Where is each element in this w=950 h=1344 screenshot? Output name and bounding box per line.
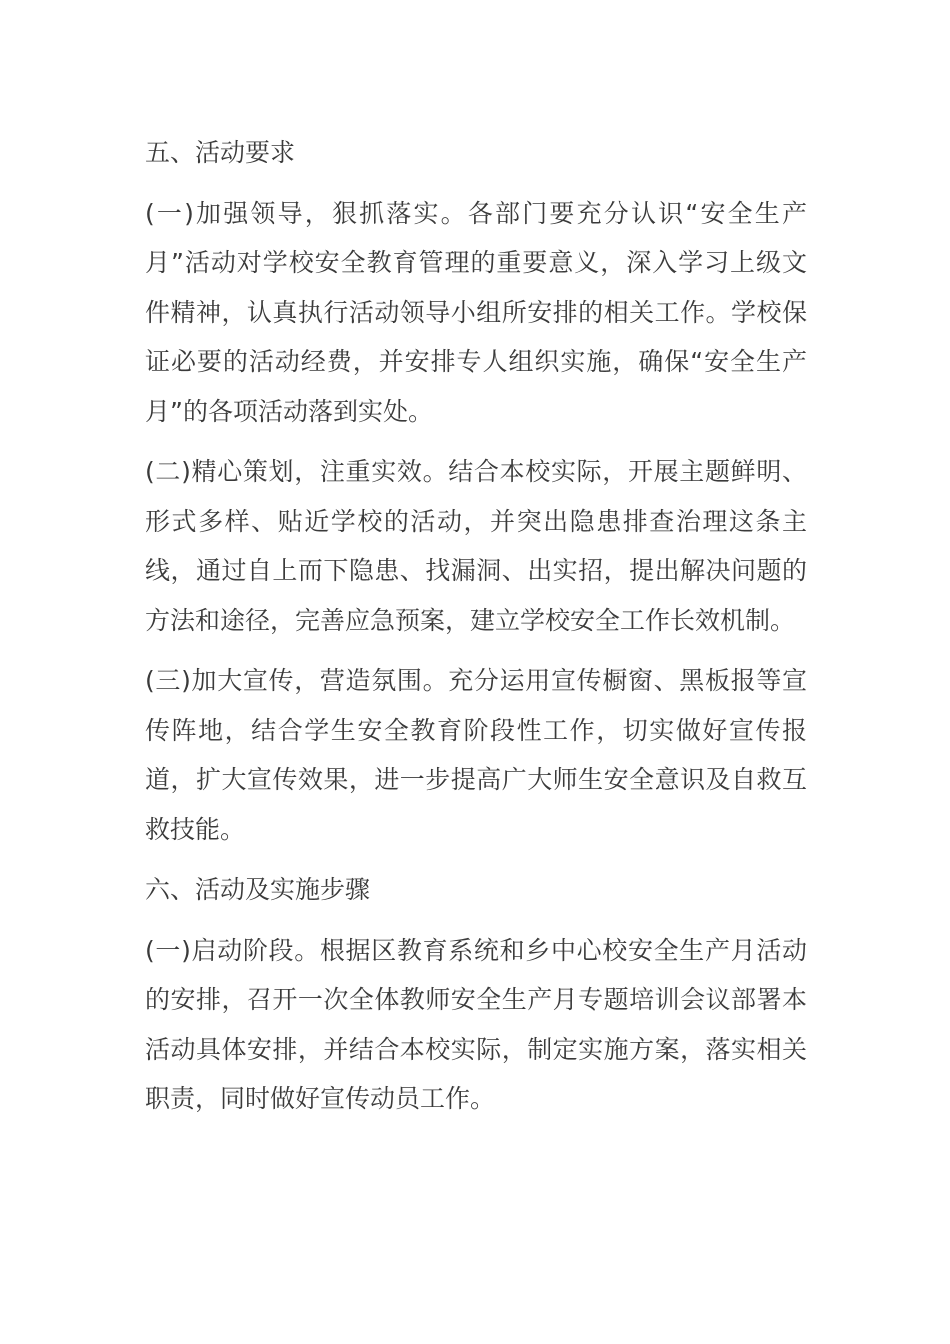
section-heading-implementation-steps: 六、活动及实施步骤 xyxy=(145,875,371,904)
paragraph-publicity: (三)加大宣传，营造氛围。充分运用宣传橱窗、黑板报等宣传阵地，结合学生安全教育阶段性工作，切实做好宣传报道，扩大宣传效果，进一步提高广大师生安全意识及自救互救技能。 xyxy=(145,666,807,844)
paragraph-leadership: (一)加强领导，狠抓落实。各部门要充分认识“安全生产月”活动对学校安全教育管理的重要意义，深入学习上级文件精神，认真执行活动领导小组所安排的相关工作。学校保证必要的活动经费，并安排专人组织实施，确保“安全生产月”的各项活动落到实处。 xyxy=(145,198,807,426)
paragraph-planning: (二)精心策划，注重实效。结合本校实际，开展主题鲜明、形式多样、贴近学校的活动，并突出隐患排查治理这条主线，通过自上而下隐患、找漏洞、出实招，提出解决问题的方法和途径，完善应急预案，建立学校安全工作长效机制。 xyxy=(145,457,807,635)
paragraph-launch-stage: (一)启动阶段。根据区教育系统和乡中心校安全生产月活动的安排，召开一次全体教师安全生产月专题培训会议部署本活动具体安排，并结合本校实际，制定实施方案，落实相关职责，同时做好宣传动员工作。 xyxy=(145,935,807,1113)
section-heading-activity-requirements: 五、活动要求 xyxy=(145,138,296,167)
document-body xyxy=(145,128,807,1135)
